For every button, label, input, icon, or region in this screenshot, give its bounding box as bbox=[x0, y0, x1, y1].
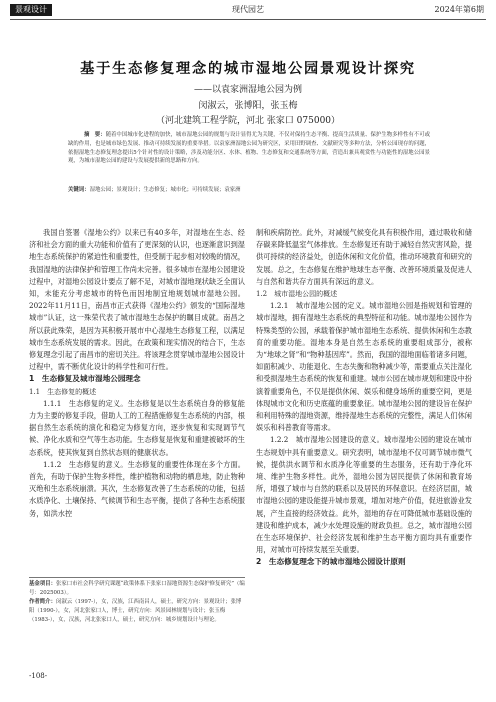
footnotes bbox=[29, 580, 245, 625]
abstract-label: 摘 要： bbox=[84, 132, 106, 138]
body-column-left bbox=[29, 227, 245, 520]
section-heading: 2 生态修复理念下的城市湿地公园设计原则 bbox=[256, 557, 406, 567]
article-title: 基于生态修复理念的城市湿地公园景观设计探究 bbox=[80, 61, 416, 77]
keywords bbox=[68, 186, 430, 194]
section-heading: 1 生态修复及城市湿地公园理念 bbox=[29, 374, 141, 384]
body-paragraph: 制和疾病防控。此外，对减缓气候变化具有积极作用，通过吸收和储存碳来降低温室气体排放。生态修复还有助于减轻自然灾害风险，提供可持续的经济益处，创造休闲和文化价值，推动环境教育和研究的发展。总之，生态修复在维护地球生态平衡、改善环境质量及促进人与自然和谐共存方面具有深远的意义。 bbox=[256, 228, 472, 286]
footnote-label: 基金项目： bbox=[29, 581, 56, 587]
abstract-text: 随着中国城市化进程的加快，城市湿地公园的规划与设计显得尤为关键，不仅对保持生态平衡、提高生活质量、保护生物多样性有不可或缺的作用，也是城市绿色发展、推动可持续发展的重要举措。以袁家洲湿地公园为研究区，采用田野调查、文献研究等多种方法，分析公园现存的问题，依据湿地生态修复理念提出5个针对性的设计策略，涉及功能分区、水体、植物、生态修复和交通系统等方面，营造出兼具观赏性与功能性的湿地公园景观，为城市湿地公园的建设与发展提供新的思路和方向。 bbox=[68, 132, 430, 165]
footnote bbox=[29, 598, 245, 625]
body-paragraph: 1.1.1 生态修复的定义。生态修复是以生态系统自身的修复能力为主要的修复手段，借助人工的工程措施修复生态系统的内部，根据自然生态系统的演化和稳定为修复方向，逐步恢复和实现调节气候、净化水质和空气等生态功能。生态修复是恢复和重建被破坏的生态系统，使其恢复到自然状态则的健康状态。 bbox=[29, 398, 245, 457]
footnote bbox=[29, 580, 245, 598]
journal-name: 现代园艺 bbox=[232, 5, 264, 14]
footnote-label: 作者简介： bbox=[29, 599, 56, 605]
article-subtitle: ——以袁家洲湿地公园为例 bbox=[193, 85, 302, 95]
body-paragraph: 1.1.2 生态修复的意义。生态修复的重要性体现在多个方面。首先，有助于保护生物多样性，维护植物和动物的栖息地，防止物种灭绝和生态系统崩溃。其次，生态修复改善了生态系统的功能，包括水质净化、土壤保持、气候调节和生态平衡，提供了各种生态系统服务，如洪水控 bbox=[29, 459, 245, 518]
article-authors: 闵淑云，张博阳，张玉梅 bbox=[198, 101, 298, 111]
page-number: -108- bbox=[29, 672, 48, 680]
footnote-rule bbox=[29, 577, 245, 578]
body-paragraph: 1.2.1 城市湿地公园的定义。城市湿地公园是指规划和管理的城市湿地，拥有湿地生态系统的典型特征和功能。城市湿地公园作为特殊类型的公园，承载着保护城市湿地生态系统、提供休闲和生态教育的重要功能。湿地本身是自然生态系统的重要组成部分，被称为“地球之肾”和“物种基因库”。然而，我国的湿地面临着诸多问题，如面积减少、功能退化、生态失衡和物种减少等，需要重点关注湿化和受损湿地生态系统的恢复和重建。城市公园在城市规划和建设中扮演着重要角色，不仅是提供休闲、娱乐和健身场所的重要空间，更是体现城市文化和历史底蕴的重要象征。城市湿地公园的建设旨在保护和利用特殊的湿地资源，维持湿地生态系统的完整性，满足人们休闲娱乐和科普教育等需求。 bbox=[256, 301, 472, 433]
body-column-right bbox=[256, 227, 472, 569]
abstract bbox=[68, 131, 430, 166]
footnote-text: 闵淑云（1997-），女，汉族，江西南昌人，硕士，研究方向：景观设计；张博阳（1990-），女，河北张家口人，博士，研究方向：风景园林规划与设计；张玉梅（1983-），女，汉族，河北张家口人，硕士，研究方向：城乡规划设计与理论。 bbox=[29, 599, 242, 623]
body-paragraph: 我国自签署《湿地公约》以来已有40多年，对湿地在生态、经济和社会方面的重大功能和价值有了更深刻的认识，也逐渐意识到湿地生态系统保护的紧迫性和重要性，但受制于起步相对较晚的情况，我国湿地的法律保护和管理工作尚未完善。很多城市在湿地公园建设过程中，对湿地公园设计要点了解不足，对城市湿地现状缺乏全面认知，未能充分考虑城市的特色而因地制宜地规划城市湿地公园。2022年11月11日，南昌市正式获得《湿地公约》颁发的“国际湿地城市”认证，这一殊荣代表了城市湿地生态保护的瞩目成就。南昌之所以获此殊荣，是因为其积极开展市中心湿地生态修复工程，以满足城市生态系统发展的需求。因此，在政策和现实情况的结合下，生态修复理念引起了南昌市的密切关注。将该理念贯穿城市湿地公园设计过程中，需不断优化设计的科学性和可行性。 bbox=[29, 228, 245, 372]
keywords-text: 湿地公园；景观设计；生态修复；城市化；可持续发展；袁家洲 bbox=[89, 187, 241, 193]
body-paragraph: 1.2.2 城市湿地公园建设的意义。城市湿地公园的建设在城市生态规划中具有重要意义。研究表明，城市湿地不仅可调节城市微气候，提供洪水调节和水质净化等重要的生态服务，还有助于净化环境、维护生物多样性。此外，湿地公园为居民提供了休闲和教育场所，增强了城市与自然的联系以及居民的环保意识。在经济层面，城市湿地公园的建设能提升城市景观，增加对地产价值，促进旅游业发展，产生直接的经济效益。此外，湿地的存在可降低城市基础设施的建设和维护成本，减少水处理设施的财政负担。总之，城市湿地公园在生态环境保护、社会经济发展和维护生态平衡方面均具有重要作用，对城市可持续发展至关重要。 bbox=[256, 435, 472, 555]
page-header bbox=[0, 0, 496, 20]
header-rule bbox=[10, 19, 486, 20]
issue-label: 2024年第6期 bbox=[434, 5, 484, 14]
subsection-heading: 1.2 城市湿地公园的概述 bbox=[256, 290, 338, 299]
section-tag: 景观设计 bbox=[10, 4, 52, 16]
subsection-heading: 1.1 生态修复的概述 bbox=[29, 387, 97, 396]
keywords-label: 关键词： bbox=[68, 187, 90, 193]
article-affiliation: （河北建筑工程学院，河北 张家口 075000） bbox=[155, 116, 341, 126]
footnote-text: 张家口市社会科学研究课题“政策体系下张家口湿地资源生态保护修复研究”（编号：2025003）。 bbox=[29, 581, 245, 596]
